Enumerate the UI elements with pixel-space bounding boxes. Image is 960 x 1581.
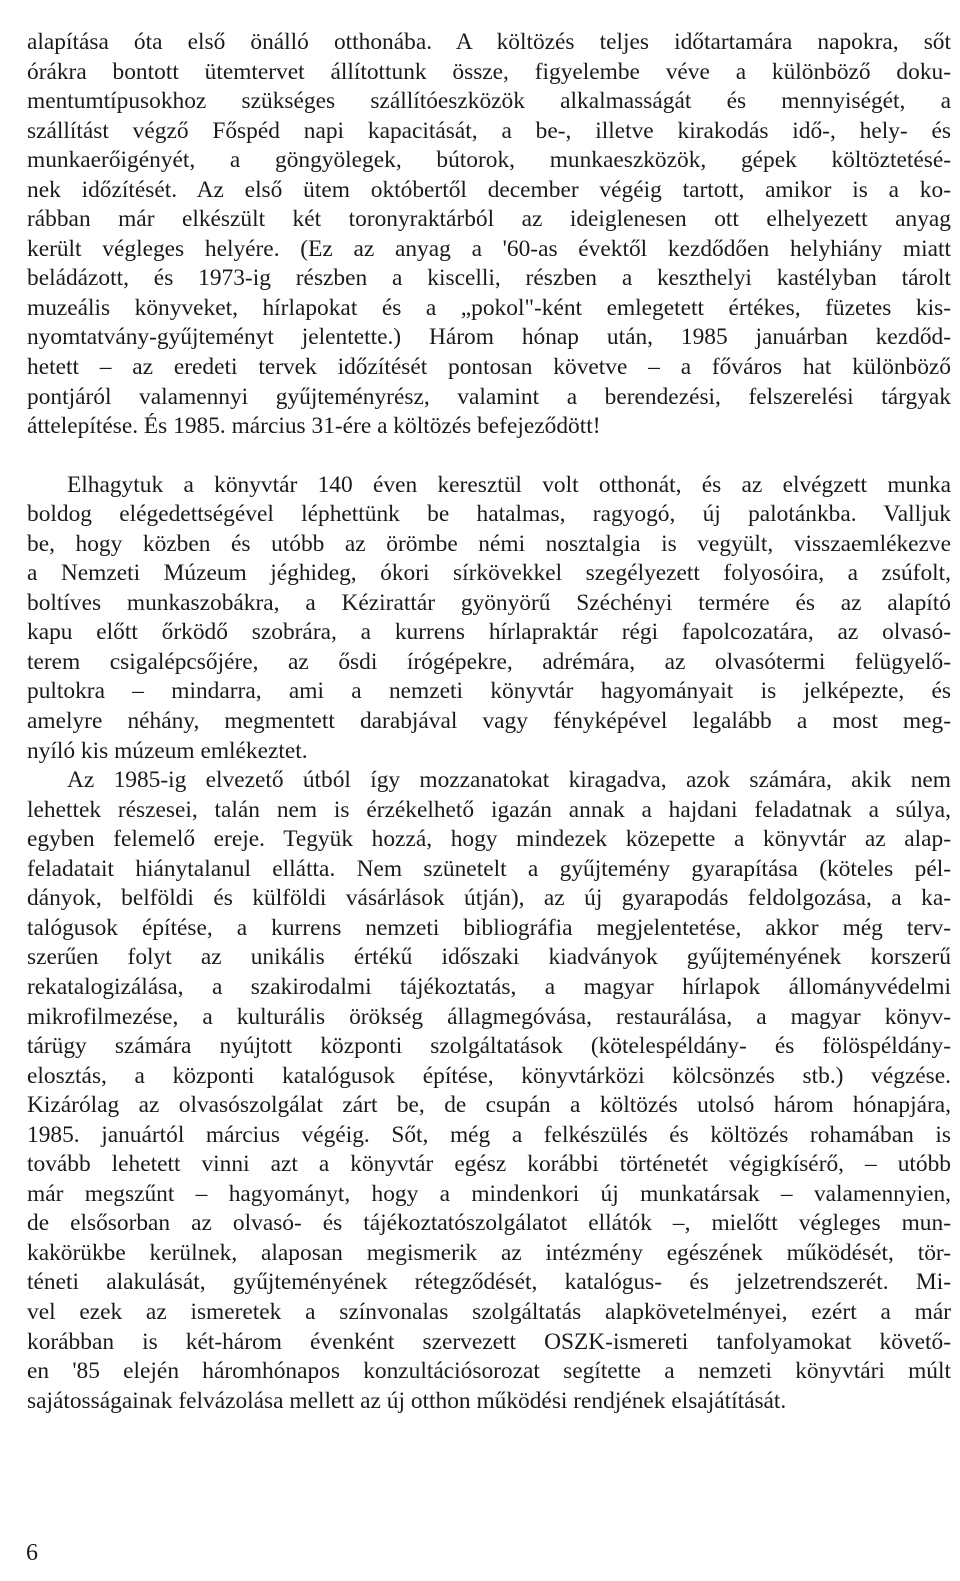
text-line: feladatait hiánytalanul ellátta. Nem szünetelt a gyűjtemény gyarapítása (köteles pél- xyxy=(27,855,951,882)
text-line: órákra bontott ütemtervet állítottunk össze, figyelembe véve a különböző doku- xyxy=(27,58,951,85)
text-line: 1985. januártól március végéig. Sőt, még a felkészülés és költözés rohamában is xyxy=(27,1121,951,1148)
paragraph-2 xyxy=(27,471,951,766)
text-line: egyben felemelő ereje. Tegyük hozzá, hogy mindezek közepette a könyvtár az alap- xyxy=(27,826,951,853)
text-line: amelyre néhány, megmentett darabjával vagy fényképével legalább a most meg- xyxy=(27,708,951,735)
page-number: 6 xyxy=(26,1540,38,1566)
paragraph-1 xyxy=(27,28,951,442)
text-line: korábban is két-három évenként szervezett OSZK-ismereti tanfolyamokat követő- xyxy=(27,1328,951,1355)
text-line: munkaerőigényét, a göngyölegek, bútorok, munkaeszközök, gépek költöztetésé- xyxy=(27,147,951,174)
text-line: muzeális könyveket, hírlapokat és a „pokol"-ként emlegetett értékes, füzetes kis- xyxy=(27,294,951,321)
text-line: a Nemzeti Múzeum jéghideg, ókori sírkövekkel szegélyezett folyosóira, a zsúfolt, xyxy=(27,560,951,587)
text-line: szerűen folyt az unikális értékű időszaki kiadványok gyűjteményének korszerű xyxy=(27,944,951,971)
text-line: kapu előtt őrködő szobrára, a kurrens hírlapraktár régi fapolcozatára, az olvasó- xyxy=(27,619,951,646)
text-line: alapítása óta első önálló otthonába. A költözés teljes időtartamára napokra, sőt xyxy=(27,29,951,55)
text-line: rekatalogizálása, a szakirodalmi tájékoztatás, a magyar hírlapok állományvédelmi xyxy=(27,973,951,1000)
text-line: pultokra – mindarra, ami a nemzeti könyvtár hagyományait is jelképezte, és xyxy=(27,678,951,705)
text-line: téneti alakulását, gyűjteményének rétegződését, katalógus- és jelzetrendszerét. Mi- xyxy=(27,1269,951,1296)
page-body xyxy=(27,28,951,1416)
text-line: terem csigalépcsőjére, az ősdi írógépekre, adrémára, az olvasótermi felügyelő- xyxy=(27,648,951,675)
text-line: dányok, belföldi és külföldi vásárlások útján), az új gyarapodás feldolgozása, a ka- xyxy=(27,885,951,912)
paragraph-3 xyxy=(27,766,951,1416)
text-line: Az 1985-ig elvezető útból így mozzanatokat kiragadva, azok számára, akik nem xyxy=(67,767,951,794)
text-line: de elsősorban az olvasó- és tájékoztatószolgálatot ellátók –, mielőtt végleges mun- xyxy=(27,1210,951,1237)
text-line: beládázott, és 1973-ig részben a kiscelli, részben a keszthelyi kastélyban tárolt xyxy=(27,265,951,292)
text-line: rábban már elkészült két toronyraktárból az ideiglenesen ott elhelyezett anyag xyxy=(27,206,951,233)
text-line: került végleges helyére. (Ez az anyag a '60-as évektől kezdődően helyhiány miatt xyxy=(27,235,951,262)
text-line: talógusok építése, a kurrens nemzeti bibliográfia megjelentetése, akkor még terv- xyxy=(27,914,951,941)
paragraph-gap xyxy=(27,442,951,471)
text-line: szállítást végző Főspéd napi kapacitását, a be-, illetve kirakodás idő-, hely- és xyxy=(27,117,951,144)
text-line: en '85 elején háromhónapos konzultációsorozat segítette a nemzeti könyvtári múlt xyxy=(27,1358,951,1385)
text-line: sajátosságainak felvázolása mellett az új otthon működési rendjének elsajátítását. xyxy=(27,1387,787,1414)
text-line: elosztás, a központi katalógusok építése, könyvtárközi kölcsönzés stb.) végzése. xyxy=(27,1062,951,1089)
text-line: mikrofilmezése, a kulturális örökség állagmegóvása, restaurálása, a magyar könyv- xyxy=(27,1003,951,1030)
text-line: Kizárólag az olvasószolgálat zárt be, de csupán a költözés utolsó három hónapjára, xyxy=(27,1092,951,1119)
text-line: be, hogy közben és utóbb az örömbe némi nosztalgia is vegyült, visszaemlékezve xyxy=(27,530,951,557)
text-line: nyíló kis múzeum emlékeztet. xyxy=(27,737,308,764)
text-line: már megszűnt – hagyományt, hogy a mindenkori új munkatársak – valamennyien, xyxy=(27,1180,951,1207)
text-line: nyomtatvány-gyűjteményt jelentette.) Három hónap után, 1985 januárban kezdőd- xyxy=(27,324,951,351)
text-line: Elhagytuk a könyvtár 140 éven keresztül volt otthonát, és az elvégzett munka xyxy=(67,471,951,498)
text-line: áttelepítése. És 1985. március 31-ére a költözés befejeződött! xyxy=(27,413,601,440)
text-line: vel ezek az ismeretek a színvonalas szolgáltatás alapkövetelményei, ezért a már xyxy=(27,1298,951,1325)
text-line: hetett – az eredeti tervek időzítését pontosan követve – a főváros hat különböző xyxy=(27,354,951,381)
text-line: kakörükbe kerülnek, alaposan megismerik az intézmény egészének működését, tör- xyxy=(27,1239,951,1266)
text-line: nek időzítését. Az első ütem októbertől december végéig tartott, amikor is a ko- xyxy=(27,176,951,203)
text-line: mentumtípusokhoz szükséges szállítóeszközök alkalmasságát és mennyiségét, a xyxy=(27,88,951,115)
text-line: boltíves munkaszobákra, a Kézirattár gyönyörű Széchényi termére és az alapító xyxy=(27,589,951,616)
text-line: pontjáról valamennyi gyűjteményrész, valamint a berendezési, felszerelési tárgyak xyxy=(27,383,951,410)
text-line: boldog elégedettségével léphettünk be hatalmas, ragyogó, új palotánkba. Valljuk xyxy=(27,501,951,528)
text-line: lehettek részesei, talán nem is érzékelhető igazán annak a hajdani feladatnak a súlya, xyxy=(27,796,951,823)
text-line: tovább lehetett vinni azt a könyvtár egész korábbi történetét végigkísérő, – utóbb xyxy=(27,1151,951,1178)
text-line: tárügy számára nyújtott központi szolgáltatások (kötelespéldány- és fölöspéldány- xyxy=(27,1033,951,1060)
